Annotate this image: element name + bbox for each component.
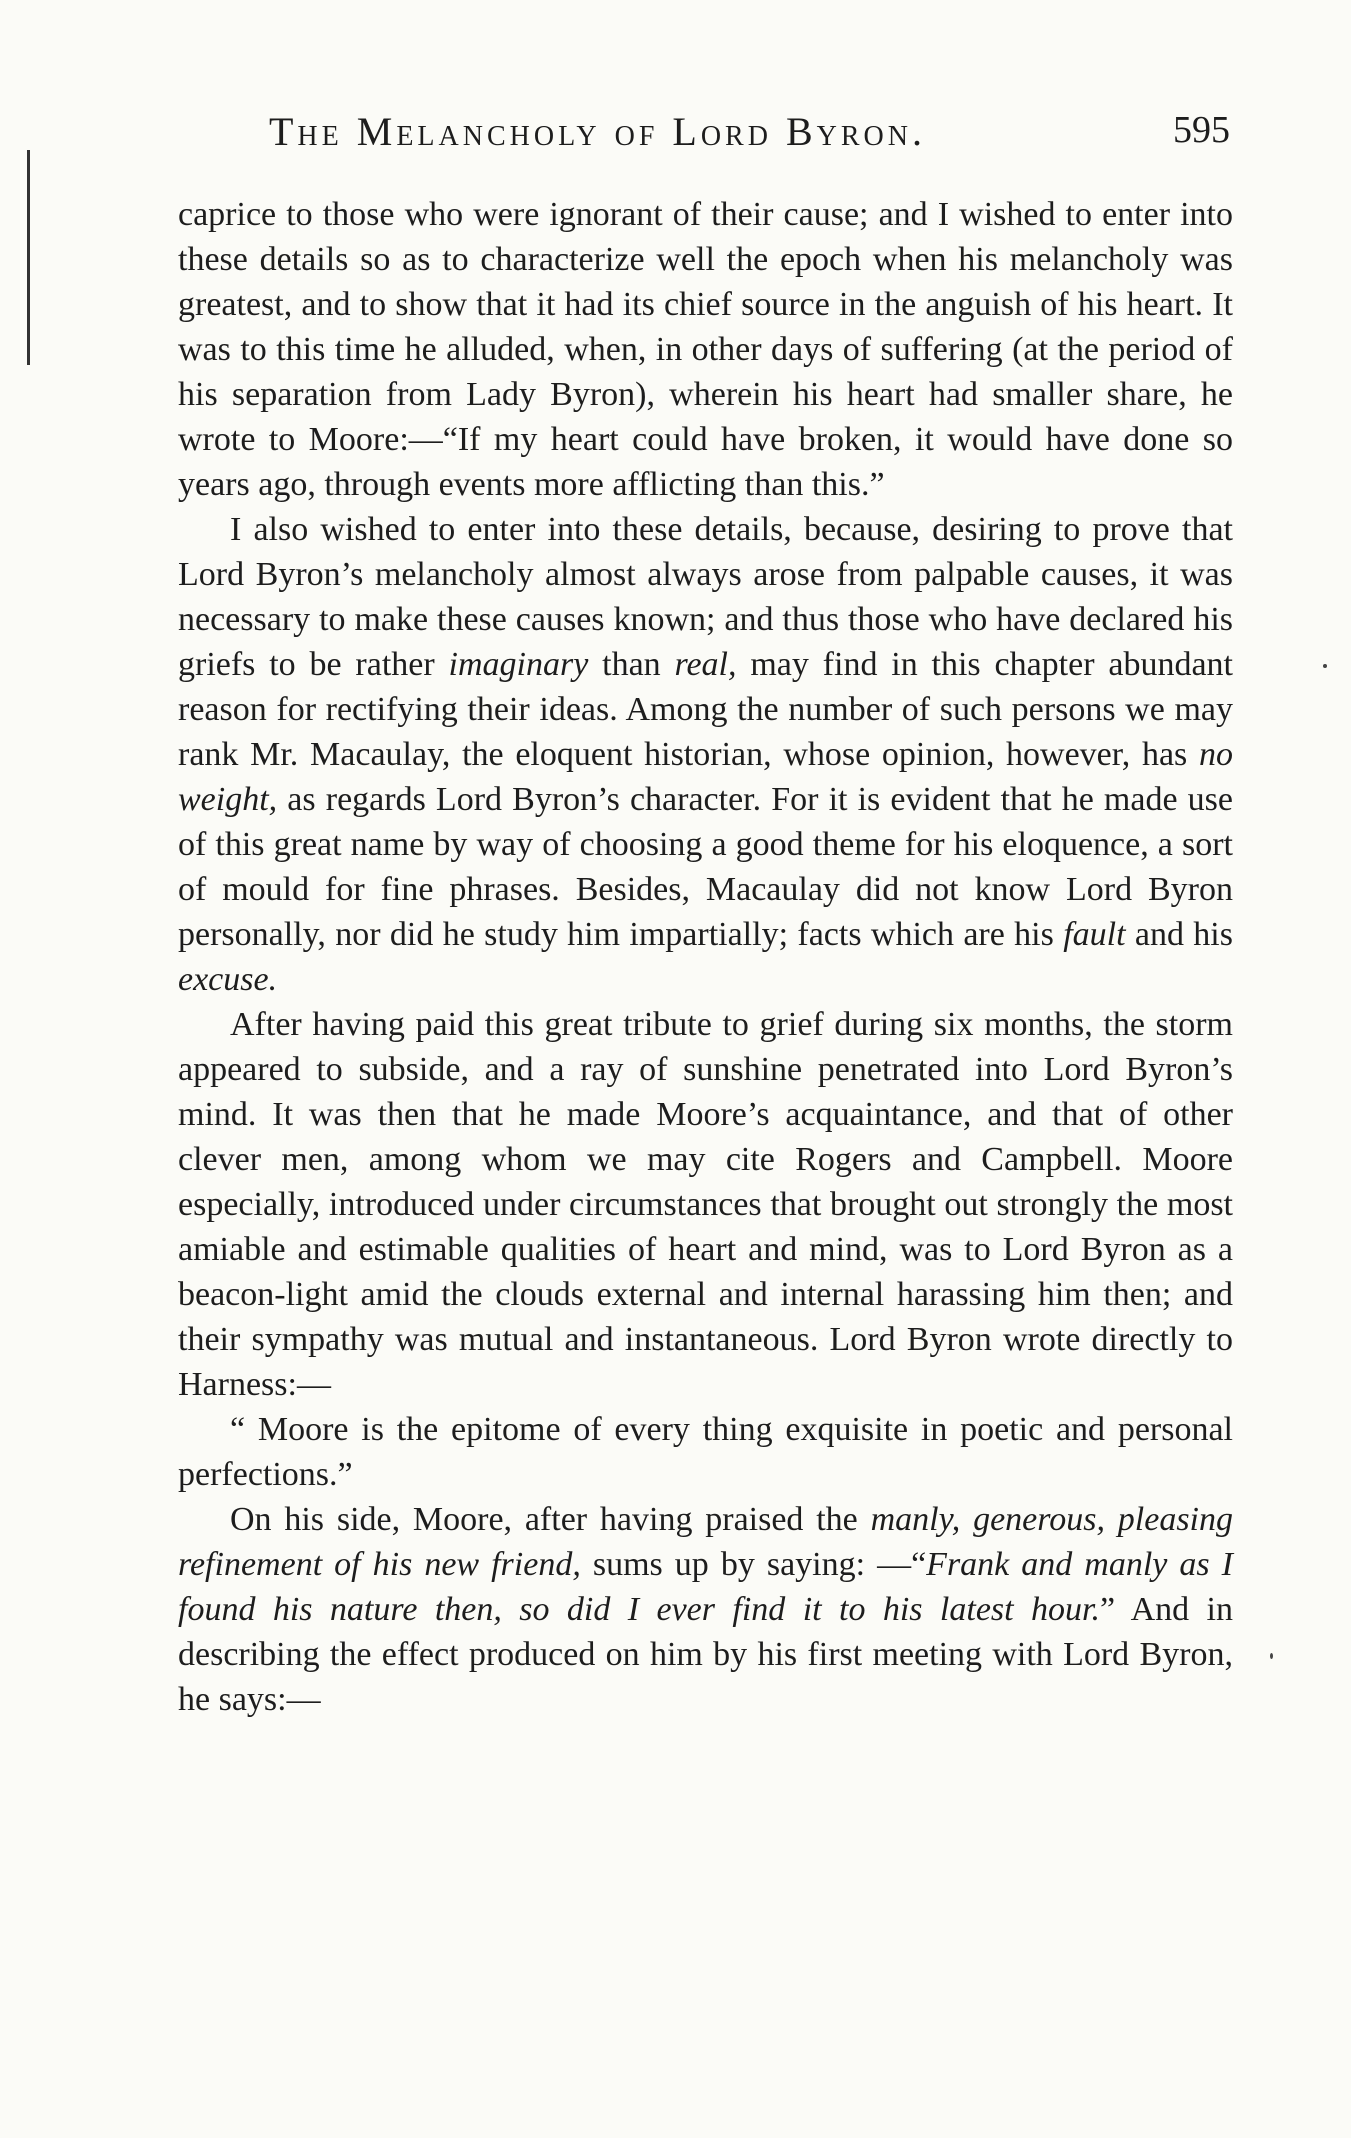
text-run: and his	[1125, 916, 1233, 953]
italic-text: excuse.	[178, 961, 278, 998]
paragraph	[178, 1407, 1233, 1497]
text-run: caprice to those who were ignorant of their cause; and I wished to enter into these details so as to characterize well the epoch when his melancholy was greatest, and to show that it had its chief source in the anguish of his heart. It was to this time he alluded, when, in other days of suffering (at the period of his separation from Lady Byron), wherein his heart had smaller share, he wrote to Moore:—“If my heart could have broken, it would have done so years ago, through events more afflicting than this.”	[178, 196, 1233, 503]
text-run: than	[588, 646, 675, 683]
text-run: I also wished to enter into these details, because, desiring to prove that Lord Byron’s melancholy almost always arose from palpable causes, it was necessary to make these causes known; and thus those who have declared his griefs to be rather	[178, 511, 1233, 683]
text-run: as regards Lord Byron’s character. For it is evident that he made use of this great name by way of choosing a good theme for his eloquence, a sort of mould for fine phrases. Besides, Macaulay did not know Lord Byron personally, nor did he study him impartially; facts which are his	[178, 781, 1233, 953]
body-text	[178, 192, 1233, 1722]
italic-text: real,	[674, 646, 737, 683]
print-speck	[1323, 664, 1327, 668]
paragraph	[178, 1497, 1233, 1722]
page-number: 595	[1173, 109, 1230, 151]
print-speck	[1270, 1653, 1273, 1659]
paragraph	[178, 192, 1233, 507]
text-run: On his side, Moore, after having praised the	[230, 1501, 871, 1538]
paragraph	[178, 1002, 1233, 1407]
text-run: sums up by saying: —“	[580, 1546, 927, 1583]
italic-text: no weight,	[178, 736, 1233, 818]
paragraph	[178, 507, 1233, 1002]
page-header	[265, 108, 1230, 168]
running-title: The Melancholy of Lord Byron.	[269, 109, 926, 154]
margin-rule	[27, 150, 30, 365]
text-run: may find in this chapter abundant reason for rectifying their ideas. Among the number of such persons we may rank Mr. Macaulay, the eloquent historian, whose opinion, however, has	[178, 646, 1233, 773]
text-run: After having paid this great tribute to grief during six months, the storm appeared to subside, and a ray of sunshine penetrated into Lord Byron’s mind. It was then that he made Moore’s acquaintance, and that of other clever men, among whom we may cite Rogers and Campbell. Moore especially, introduced under circumstances that brought out strongly the most amiable and estimable qualities of heart and mind, was to Lord Byron as a beacon-light amid the clouds external and internal harassing him then; and their sympathy was mutual and instantaneous. Lord Byron wrote directly to Harness:—	[178, 1006, 1233, 1403]
italic-text: manly, generous, pleasing refinement of his new friend,	[178, 1501, 1233, 1583]
text-run: “ Moore is the epitome of every thing exquisite in poetic and personal perfections.”	[178, 1411, 1233, 1493]
italic-text: Frank and manly as I found his nature then, so did I ever find it to his latest hour.	[178, 1546, 1233, 1628]
italic-text: imaginary	[448, 646, 589, 683]
italic-text: fault	[1063, 916, 1126, 953]
text-run: ” And in describing the effect produced on him by his first meeting with Lord Byron, he says:—	[178, 1591, 1233, 1718]
